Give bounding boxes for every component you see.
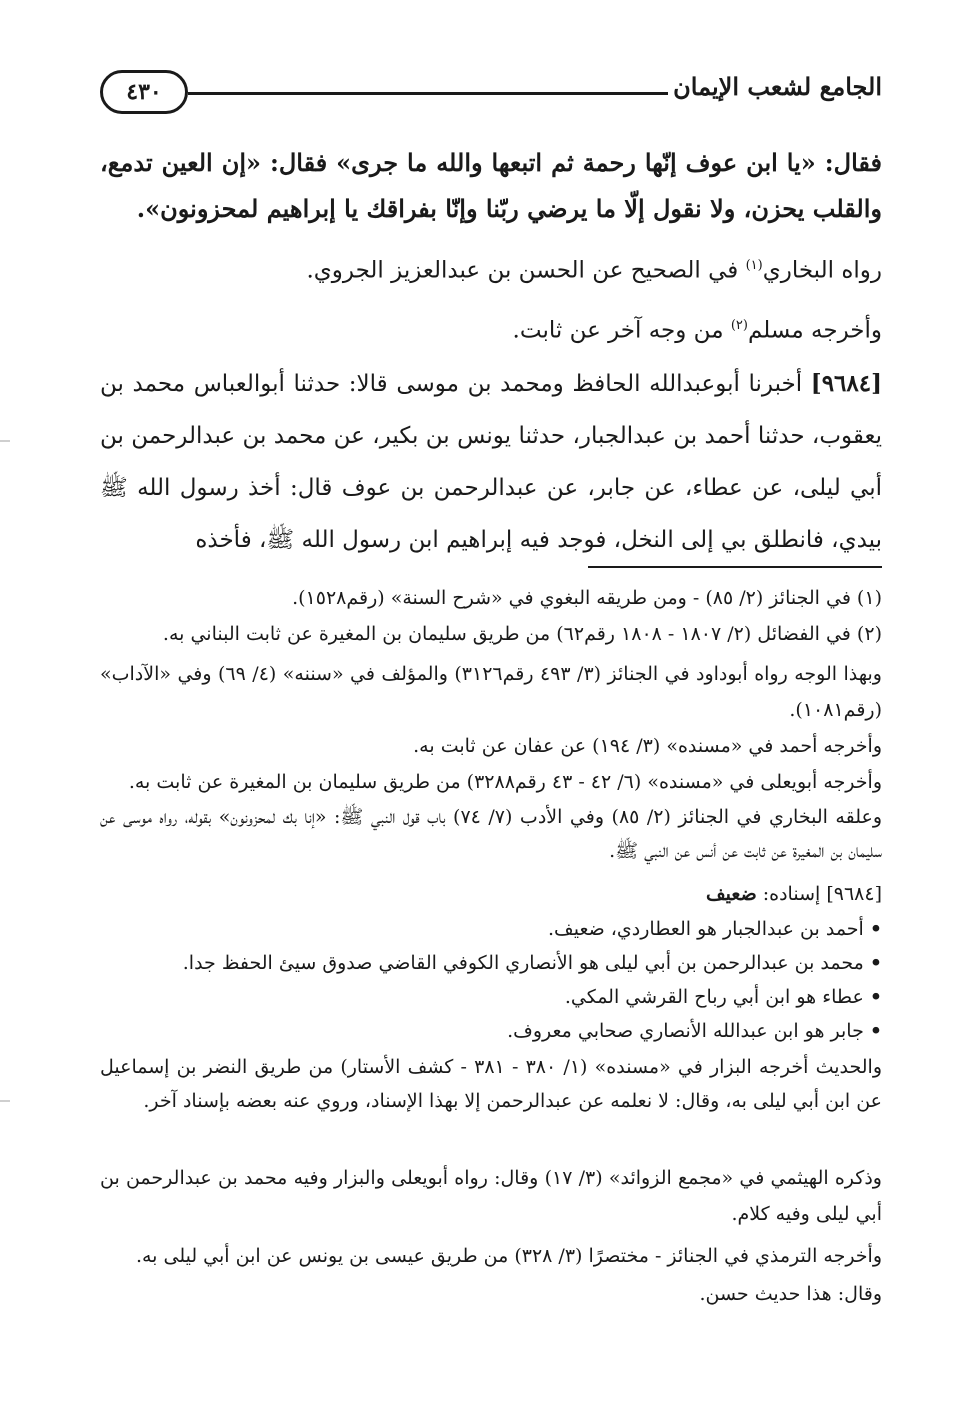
- scan-mark: [0, 440, 10, 442]
- grading-bazzar: والحديث أخرجه البزار في «مسنده» (١/ ٣٨٠ - ٣٨١ - كشف الأستار) من طريق النضر بن إسماعيل عن ابن أبي ليلى به، وقال: لا نعلمه عن عبدالرحمن إلا بهذا الإسناد، وروي عنه بعضه بإسناد آخر.: [100, 1056, 883, 1112]
- page-number: ٤٣٠: [100, 70, 188, 114]
- list-item: •جابر هو ابن عبدالله الأنصاري صحابي معروف.: [507, 1020, 882, 1042]
- bullet-icon: •: [869, 986, 882, 1008]
- narration-muslim: [100, 304, 882, 353]
- narration-bukhari: [100, 244, 882, 293]
- narration-bukhari-text: رواه البخاري: [762, 257, 882, 284]
- narration-muslim-rest: من وجه آخر عن ثابت.: [512, 317, 731, 344]
- narration-muslim-text: وأخرجه مسلم: [747, 317, 882, 344]
- footnote-ref-1[interactable]: (١): [745, 258, 763, 273]
- bullet-icon: •: [869, 918, 882, 940]
- book-title: الجامع لشعب الإيمان: [673, 72, 882, 101]
- grading-number: [٩٦٨٤]: [826, 883, 882, 905]
- scan-mark: [0, 1100, 10, 1102]
- footnote-2: (٢) في الفضائل (٢/ ١٨٠٧ - ١٨٠٨ رقم٦٢) من طريق سليمان بن المغيرة عن ثابت البناني به.: [162, 623, 882, 645]
- footnote-2-ahmad: وأخرجه أحمد في «مسنده» (٣/ ١٩٤) عن عفان عن ثابت به.: [413, 735, 882, 757]
- narration-bukhari-rest: في الصحيح عن الحسن بن عبدالعزيز الجروي.: [306, 257, 746, 284]
- grading-tirmidhi: وأخرجه الترمذي في الجنائز - مختصرًا (٣/ ٣٢٨) من طريق عيسى بن يونس عن ابن أبي ليلى به.: [135, 1245, 882, 1267]
- footnote-2-bukhari-taliq: وعلقه البخاري في الجنائز (٢/ ٨٥) وفي الأدب (٧/ ٧٤) باب قول النبي ﷺ: «إنا بك لمحزونون» بقوله، رواه موسى عن سليمان بن المغيرة عن ثابت عن أنس عن النبي ﷺ.: [100, 806, 882, 862]
- hadith-number: [٩٦٨٤]: [810, 370, 882, 397]
- narrator-list: [100, 912, 882, 1048]
- page-header: [100, 70, 882, 126]
- list-item: •أحمد بن عبدالجبار هو العطاردي، ضعيف.: [548, 918, 882, 940]
- grading-heading: [100, 876, 882, 912]
- hadith-quote: فقال: «يا ابن عوف إنّها رحمة ثم اتبعها والله ما جرى» فقال: «إن العين تدمع، والقلب يحزن، ولا نقول إلّا ما يرضي ربّنا وإنّا بفراقك يا إبراهيم لمحزونون».: [100, 148, 882, 223]
- list-item: •عطاء هو ابن أبي رباح القرشي المكي.: [564, 986, 882, 1008]
- bullet-icon: •: [869, 952, 882, 974]
- grading-verdict: ضعيف: [706, 883, 757, 905]
- hadith-paragraph: [100, 358, 882, 566]
- hadith-text: أخبرنا أبوعبدالله الحافظ ومحمد بن موسى قالا: حدثنا أبوالعباس محمد بن يعقوب، حدثنا أحمد بن عبدالجبار، حدثنا يونس بن بكير، عن محمد بن عبدالرحمن بن أبي ليلى، عن عطاء، عن جابر، عن عبدالرحمن بن عوف قال: أخذ رسول الله ﷺ بيدي، فانطلق بي إلى النخل، فوجد فيه إبراهيم ابن رسول الله ﷺ، فأخذه: [100, 371, 882, 553]
- footnote-1: (١) في الجنائز (٢/ ٨٥) - ومن طريقه البغوي في «شرح السنة» (رقم١٥٢٨).: [292, 587, 882, 609]
- list-item: •محمد بن عبدالرحمن بن أبي ليلى هو الأنصاري الكوفي القاضي صدوق سيئ الحفظ جدا.: [182, 952, 882, 974]
- grading-haythami: وذكره الهيثمي في «مجمع الزوائد» (٣/ ١٧) وقال: رواه أبويعلى والبزار وفيه محمد بن عبدالرحمن بن أبي ليلى وفيه كلام.: [100, 1167, 882, 1225]
- grading-label: إسناده:: [756, 883, 827, 905]
- footnote-separator: [588, 566, 882, 568]
- footnote-2-abuyala: وأخرجه أبويعلى في «مسنده» (٦/ ٤٢ - ٤٣ رقم٣٢٨٨) من طريق سليمان بن المغيرة عن ثابت به.: [128, 771, 882, 793]
- header-rule: [188, 92, 668, 95]
- bullet-icon: •: [869, 1020, 882, 1042]
- footnote-2-abudawud: وبهذا الوجه رواه أبوداود في الجنائز (٣/ ٤٩٣ رقم٣١٢٦) والمؤلف في «سننه» (٤/ ٦٩) وفي «الآداب» (رقم١٠٨١).: [100, 663, 882, 721]
- grading-tirmidhi-verdict: وقال: هذا حديث حسن.: [699, 1283, 882, 1305]
- footnote-ref-2[interactable]: (٢): [730, 318, 748, 333]
